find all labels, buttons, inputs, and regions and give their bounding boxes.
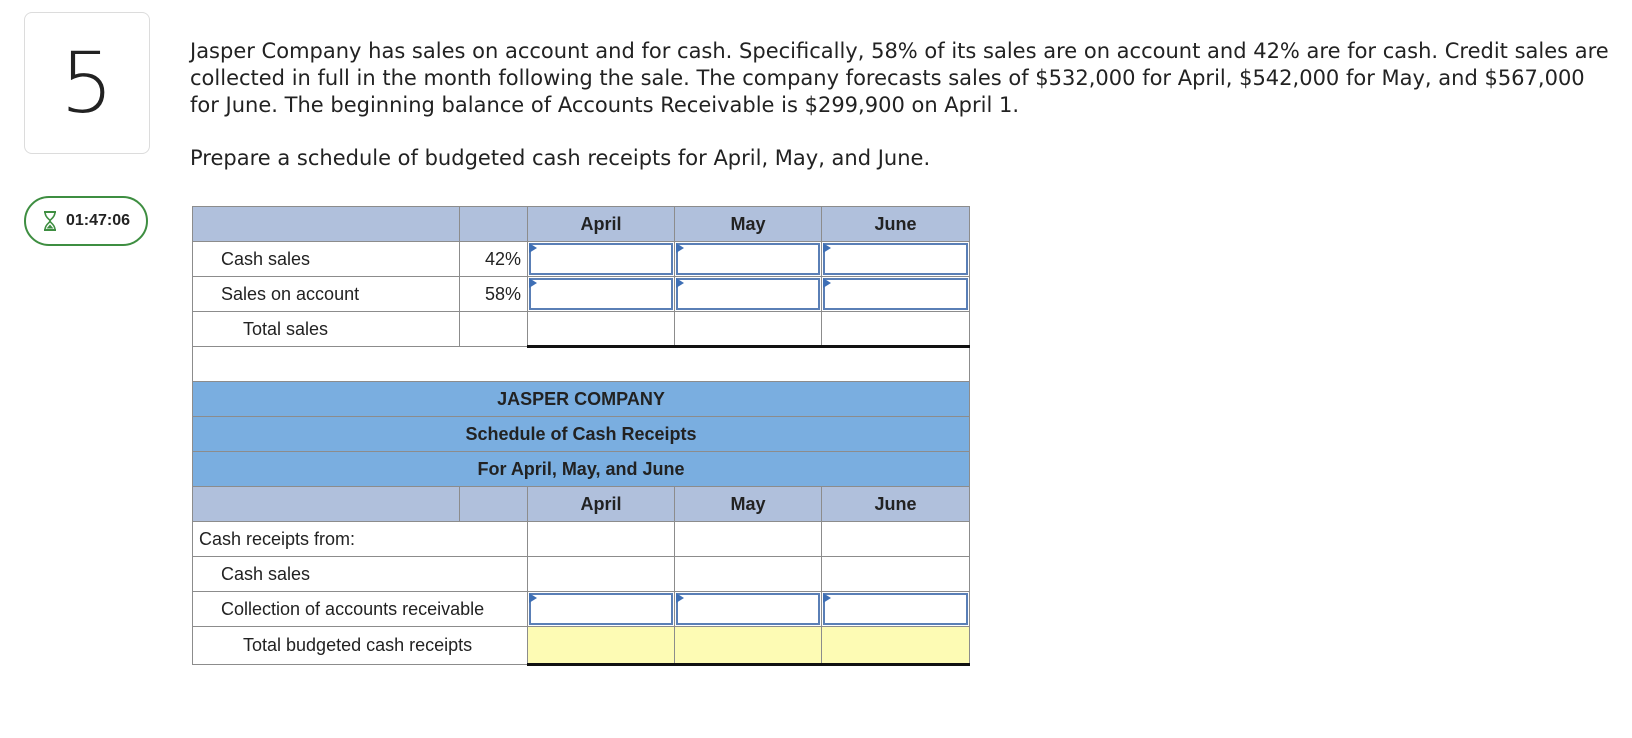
schedule-cash-sales-row	[193, 557, 970, 592]
receipts-from-april	[528, 522, 675, 557]
header-blank	[193, 207, 460, 242]
schedule-period-row	[193, 452, 970, 487]
collection-ar-row	[193, 592, 970, 627]
question-number: 5	[24, 12, 150, 154]
schedule-cash-sales-may[interactable]	[675, 557, 822, 592]
problem-text: Jasper Company has sales on account and for cash. Specifically, 58% of its sales are on account and 42% are for cash. Credit sales are collected in full in the month following the sale. The company forecasts sales of $532,000 for April, $542,000 for May, and $567,000 for June. The beginning balance of Accounts Receivable is $299,900 on April 1.	[190, 39, 1609, 117]
percent-value: 58%	[460, 277, 528, 312]
spacer-cell	[193, 347, 970, 382]
sales-on-account-row	[193, 277, 970, 312]
header-blank	[193, 487, 460, 522]
schedule-header-row	[193, 487, 970, 522]
total-sales-april[interactable]	[528, 312, 675, 347]
collection-ar-april-input[interactable]	[528, 592, 675, 627]
instruction-text: Prepare a schedule of budgeted cash receipts for April, May, and June.	[190, 146, 931, 170]
percent-value: 42%	[460, 242, 528, 277]
cash-sales-may-input[interactable]	[675, 242, 822, 277]
row-label: Cash receipts from:	[193, 522, 528, 557]
question-prompt	[190, 38, 1610, 172]
month-header-april: April	[528, 487, 675, 522]
row-label: Total budgeted cash receipts	[193, 627, 528, 665]
row-label: Total sales	[193, 312, 460, 347]
account-sales-june-input[interactable]	[822, 277, 970, 312]
month-header-june: June	[822, 487, 970, 522]
account-sales-may-input[interactable]	[675, 277, 822, 312]
timer-badge[interactable]	[24, 196, 148, 246]
cash-sales-june-input[interactable]	[822, 242, 970, 277]
header-blank	[460, 487, 528, 522]
total-receipts-row	[193, 627, 970, 665]
collection-ar-may-input[interactable]	[675, 592, 822, 627]
percent-value	[460, 312, 528, 347]
total-receipts-june[interactable]	[822, 627, 970, 665]
month-header-april: April	[528, 207, 675, 242]
timer-value: 01:47:06	[65, 212, 131, 229]
total-sales-row	[193, 312, 970, 347]
receipts-from-row	[193, 522, 970, 557]
schedule-title: Schedule of Cash Receipts	[193, 417, 970, 452]
hourglass-icon	[42, 211, 58, 231]
collection-ar-june-input[interactable]	[822, 592, 970, 627]
company-name: JASPER COMPANY	[193, 382, 970, 417]
budget-worksheet	[192, 206, 970, 666]
total-receipts-april[interactable]	[528, 627, 675, 665]
schedule-cash-sales-june[interactable]	[822, 557, 970, 592]
schedule-period: For April, May, and June	[193, 452, 970, 487]
month-header-june: June	[822, 207, 970, 242]
month-header-may: May	[675, 207, 822, 242]
cash-sales-row	[193, 242, 970, 277]
schedule-title-row	[193, 417, 970, 452]
cash-sales-april-input[interactable]	[528, 242, 675, 277]
row-label: Collection of accounts receivable	[193, 592, 528, 627]
receipts-from-june	[822, 522, 970, 557]
spacer-row	[193, 347, 970, 382]
account-sales-april-input[interactable]	[528, 277, 675, 312]
row-label: Cash sales	[193, 557, 528, 592]
receipts-from-may	[675, 522, 822, 557]
header-blank	[460, 207, 528, 242]
total-sales-june[interactable]	[822, 312, 970, 347]
total-receipts-may[interactable]	[675, 627, 822, 665]
month-header-may: May	[675, 487, 822, 522]
schedule-cash-sales-april[interactable]	[528, 557, 675, 592]
row-label: Sales on account	[193, 277, 460, 312]
row-label: Cash sales	[193, 242, 460, 277]
sales-header-row	[193, 207, 970, 242]
total-sales-may[interactable]	[675, 312, 822, 347]
company-name-row	[193, 382, 970, 417]
